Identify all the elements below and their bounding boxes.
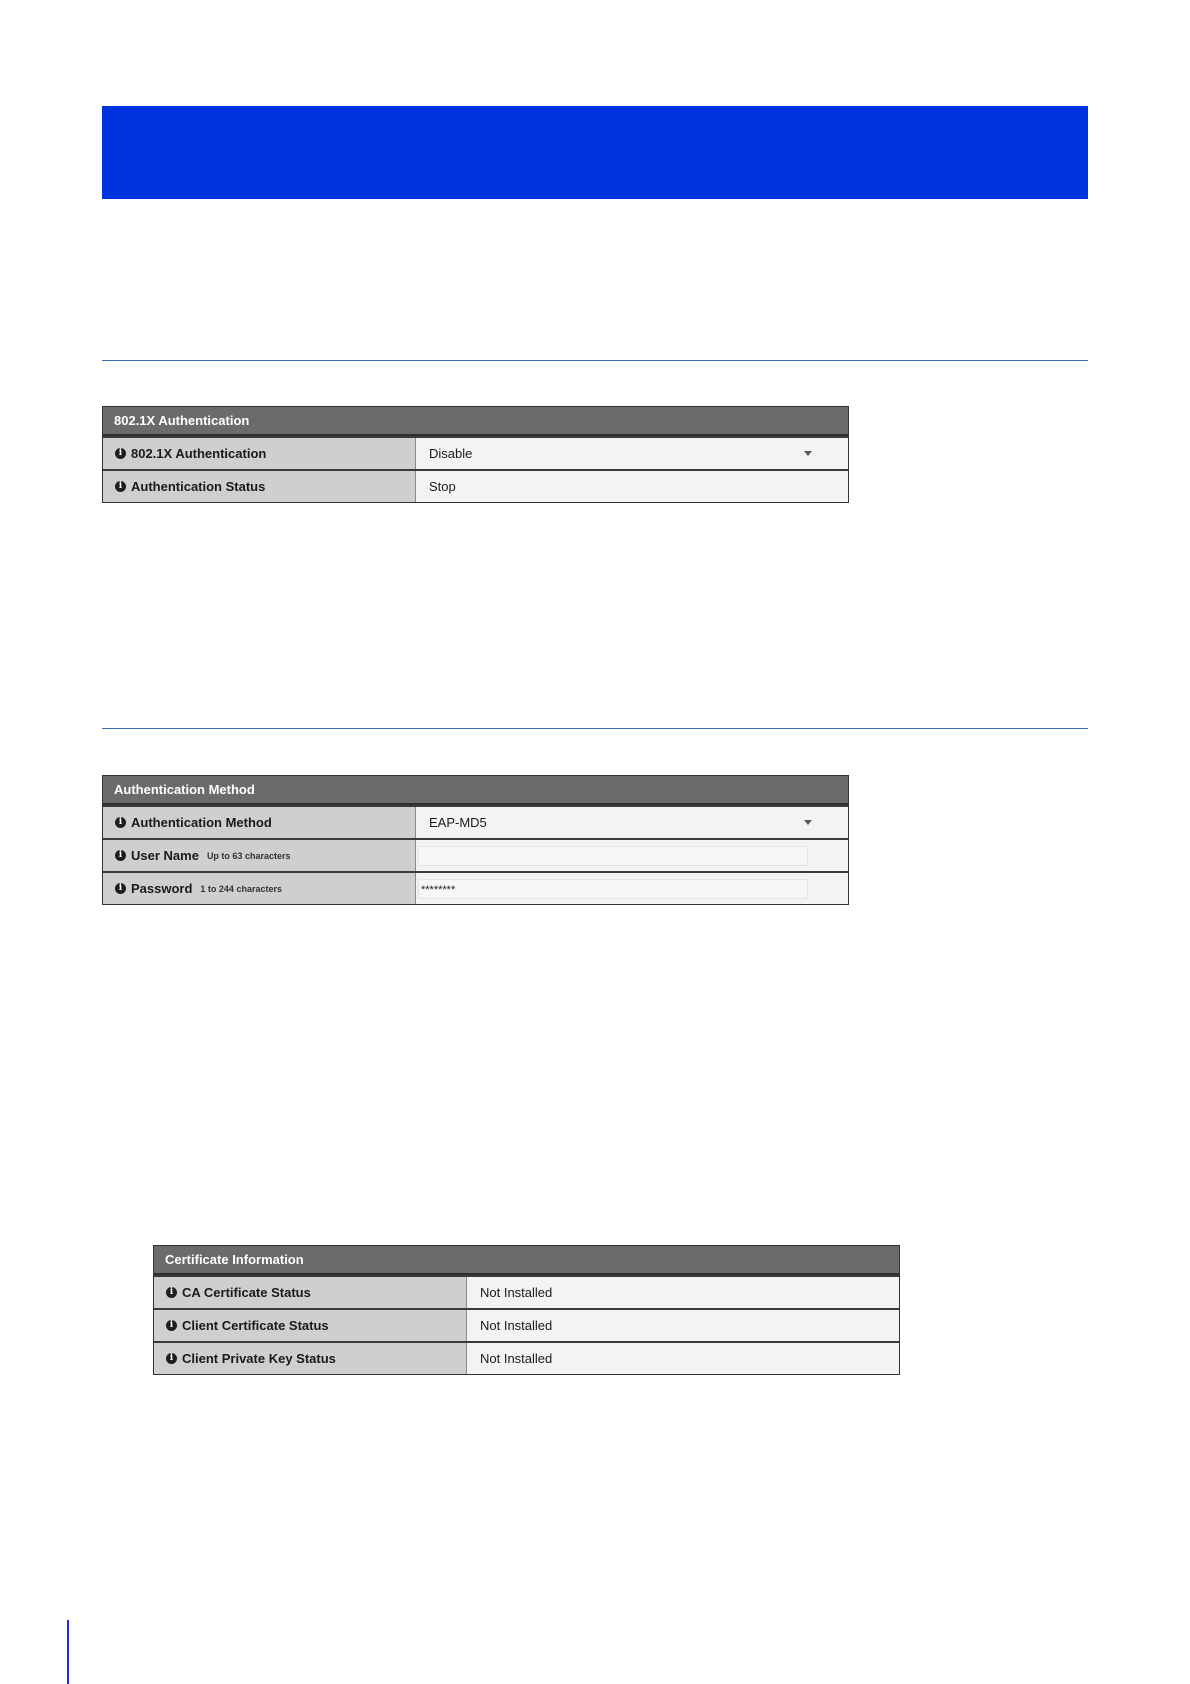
info-icon[interactable]: i [115, 883, 126, 894]
section-divider [102, 728, 1088, 729]
label-text: Password [131, 881, 193, 896]
certificate-panel [153, 1245, 900, 1375]
private-key-row [154, 1341, 899, 1374]
panel-title: Authentication Method [103, 776, 848, 805]
info-icon[interactable]: i [166, 1320, 177, 1331]
info-icon[interactable]: i [115, 481, 126, 492]
info-icon[interactable]: i [166, 1353, 177, 1364]
chevron-down-icon[interactable] [804, 820, 812, 825]
username-input[interactable] [418, 846, 808, 866]
row-label [103, 840, 416, 871]
label-text: Authentication Status [131, 479, 266, 494]
row-label [103, 438, 416, 469]
method-panel [102, 775, 849, 905]
label-text: 802.1X Authentication [131, 446, 267, 461]
label-text: Authentication Method [131, 815, 272, 830]
status-text: Not Installed [480, 1351, 553, 1366]
auth-panel [102, 406, 849, 503]
client-cert-value [467, 1310, 899, 1341]
label-text: CA Certificate Status [182, 1285, 311, 1300]
label-text: User Name [131, 848, 199, 863]
row-label [154, 1343, 467, 1374]
label-text: Client Private Key Status [182, 1351, 336, 1366]
info-icon[interactable]: i [115, 850, 126, 861]
label-text: Client Certificate Status [182, 1318, 329, 1333]
info-icon[interactable]: i [166, 1287, 177, 1298]
auth-status-value [416, 471, 848, 502]
panel-title: Certificate Information [154, 1246, 899, 1275]
ca-cert-value [467, 1277, 899, 1308]
auth-status-row [103, 469, 848, 502]
row-label [154, 1277, 467, 1308]
client-cert-row [154, 1308, 899, 1341]
password-cell [416, 873, 848, 904]
section-divider [102, 360, 1088, 361]
select-value: EAP-MD5 [429, 815, 487, 830]
field-hint: Up to 63 characters [206, 850, 291, 861]
panel-title: 802.1X Authentication [103, 407, 848, 436]
password-input[interactable]: ******** [418, 879, 808, 899]
method-row [103, 805, 848, 838]
page-margin-line [67, 1620, 69, 1684]
info-icon[interactable]: i [115, 817, 126, 828]
row-label [103, 471, 416, 502]
username-cell [416, 840, 848, 871]
ca-cert-row [154, 1275, 899, 1308]
row-label [103, 873, 416, 904]
username-row [103, 838, 848, 871]
chevron-down-icon[interactable] [804, 451, 812, 456]
status-text: Not Installed [480, 1318, 553, 1333]
status-text: Not Installed [480, 1285, 553, 1300]
method-select[interactable] [416, 807, 848, 838]
row-label [154, 1310, 467, 1341]
row-label [103, 807, 416, 838]
auth-toggle-row [103, 436, 848, 469]
password-row [103, 871, 848, 904]
status-text: Stop [429, 479, 456, 494]
select-value: Disable [429, 446, 473, 461]
field-hint: 1 to 244 characters [200, 883, 282, 894]
auth-toggle-select[interactable] [416, 438, 848, 469]
header-band [102, 106, 1088, 199]
info-icon[interactable]: i [115, 448, 126, 459]
private-key-value [467, 1343, 899, 1374]
